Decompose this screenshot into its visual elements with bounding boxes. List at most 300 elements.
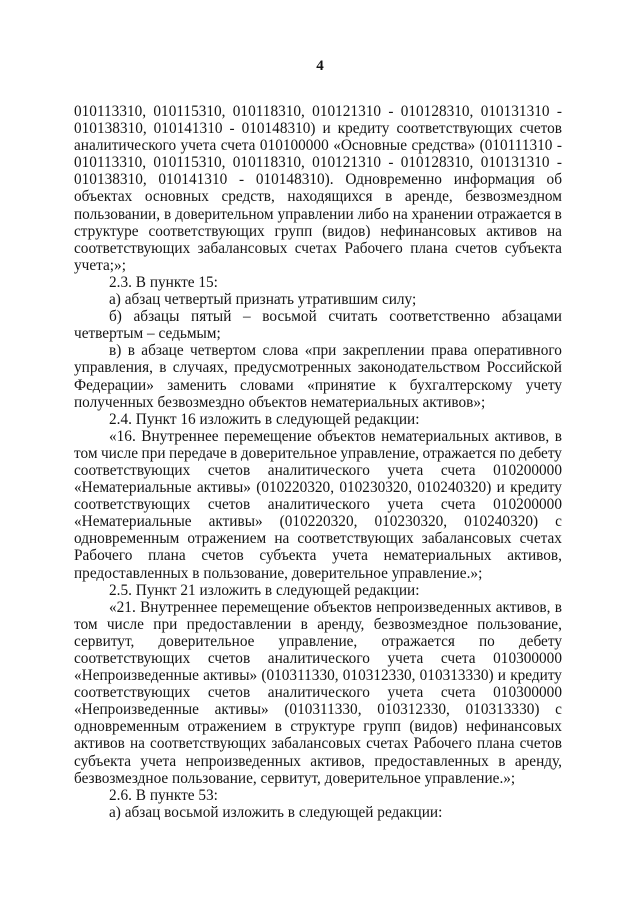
word: в (554, 427, 562, 445)
text-line (74, 240, 562, 257)
word: В (135, 273, 150, 291)
word: объектах (74, 188, 133, 206)
word: счетов (207, 684, 251, 702)
word: (видов) (322, 222, 371, 240)
word: - (238, 171, 245, 189)
word: аренду, (514, 752, 562, 770)
word: 010148310). (255, 171, 334, 189)
word: права (430, 342, 468, 360)
text-line (74, 308, 562, 325)
word: информация (453, 171, 535, 189)
word: отражается (381, 632, 455, 650)
word: забалансовых (421, 530, 512, 548)
word: активы» (214, 701, 269, 719)
text-line (74, 411, 562, 428)
word: (010220320, (279, 513, 358, 531)
text-line (74, 137, 562, 154)
word: счетов (207, 496, 251, 514)
word: счетах (294, 239, 338, 257)
word: нематериальных (383, 547, 492, 565)
word: в (385, 188, 393, 206)
word: нематериальных (310, 393, 423, 411)
word: Рабочего (74, 547, 133, 565)
text-line (74, 496, 562, 513)
word: нефинансовых (380, 222, 477, 240)
word: 010200000 (493, 496, 562, 514)
word: 010312330, (342, 667, 416, 685)
word: управление, (278, 632, 358, 650)
word: 010138310, (74, 120, 147, 138)
word: 010118310, (232, 103, 305, 120)
word: 010115310, (153, 154, 226, 172)
word: учета (387, 496, 424, 514)
text-line (74, 530, 562, 547)
word: структуре (74, 222, 139, 240)
word: 010141310 (158, 171, 228, 189)
word: плана (476, 735, 515, 753)
word: находящихся (287, 188, 373, 206)
word: Внутреннее (141, 427, 219, 445)
word: Российской (486, 359, 562, 377)
word: 010240320) (417, 479, 492, 497)
word: восьмой (262, 308, 317, 326)
word: доверительное (240, 444, 337, 462)
word: активов (486, 222, 538, 240)
word: дебету (518, 632, 562, 650)
text-line (74, 394, 562, 411)
word: признать (235, 291, 298, 309)
word: числе (100, 444, 139, 462)
word: Внутреннее (140, 598, 218, 616)
word: 21 (180, 581, 200, 599)
word: абзац (124, 803, 165, 821)
word: отражается (477, 205, 551, 223)
word: 2.4. (109, 410, 136, 428)
text-line (74, 804, 562, 821)
word: пятый (191, 308, 232, 326)
word: 2.6. (109, 786, 136, 804)
word: в (159, 359, 167, 377)
word: безвозмездном (465, 188, 562, 206)
word: управления, (74, 359, 153, 377)
word: субъекта (504, 239, 562, 257)
text-line (74, 616, 562, 633)
word: Одновременно (345, 171, 442, 189)
word: активов, (310, 752, 365, 770)
word: счета (440, 461, 476, 479)
word: счетах (519, 530, 562, 548)
word: на (274, 530, 290, 548)
word: «16. (109, 427, 136, 445)
word: кредиту (337, 120, 390, 138)
word: при (153, 615, 178, 633)
word: 2.5. (109, 581, 136, 599)
word: 16 (180, 410, 200, 428)
word: по (499, 444, 516, 462)
word: следующей (298, 803, 378, 821)
word: счета (440, 650, 476, 667)
word: абзацы (133, 308, 180, 326)
word: - (229, 120, 235, 138)
word: 010240320) (464, 513, 539, 531)
word: основных (144, 188, 209, 206)
word: 010113310, (74, 154, 147, 172)
word: (010220320, (256, 479, 335, 497)
word: законодательством (357, 359, 481, 377)
word: редакции: (377, 803, 443, 821)
word: кредиту (510, 479, 562, 497)
word: счетов (207, 461, 251, 479)
word: в (264, 581, 276, 599)
word: с (555, 513, 562, 531)
word: и (497, 667, 506, 685)
word: учета (387, 461, 424, 479)
word: 010313330) (419, 667, 494, 685)
word: том (74, 444, 98, 462)
word: изложить (199, 410, 265, 428)
word: изложить (222, 803, 288, 821)
word: заменить (167, 376, 227, 394)
word: управление.»; (391, 564, 483, 582)
text-line (74, 667, 562, 684)
word: соответствующих (74, 684, 191, 702)
word: соответствующих (74, 239, 191, 257)
word: счетов (455, 239, 498, 257)
word: Пункт (135, 581, 181, 599)
word: счета (220, 137, 256, 155)
word: б) (109, 308, 122, 326)
text-line (74, 359, 562, 376)
text-line (74, 650, 562, 667)
word: аренду, (317, 615, 365, 633)
word: отражением (187, 718, 267, 736)
word: «Основные (333, 137, 407, 155)
word: счетов (201, 547, 244, 565)
word: пункте (149, 273, 199, 291)
word: доверительное (324, 769, 425, 787)
text-line (74, 770, 562, 787)
word: безвозмездное (74, 769, 173, 787)
word: словами (239, 376, 294, 394)
text-line (74, 223, 562, 240)
text-line (74, 154, 562, 171)
word: в (230, 444, 238, 462)
word: в (554, 205, 562, 223)
word: активы» (196, 479, 251, 497)
word: слова (262, 342, 299, 360)
word: - (388, 154, 394, 172)
word: субъекта (74, 752, 132, 770)
word: сервитут, (260, 769, 325, 787)
text-line (74, 291, 562, 308)
word: «Непроизведенные (74, 667, 199, 685)
word: счетах (366, 735, 409, 753)
word: 010113310, (74, 103, 147, 120)
word: том (74, 615, 98, 633)
word: 010131310 (480, 154, 550, 172)
word: бухгалтерскому (409, 376, 513, 394)
word: управлении (277, 205, 354, 223)
word: числе (106, 615, 144, 633)
word: в (554, 598, 562, 616)
word: Рабочего (344, 239, 403, 257)
word: активов, (494, 427, 550, 445)
word: одновременным (74, 530, 180, 548)
word: «Непроизведенные (74, 701, 199, 719)
text-line (74, 257, 562, 274)
word: редакции: (354, 581, 420, 599)
word: пользование, (172, 769, 261, 787)
word: 010300000 (493, 684, 562, 702)
text-line (74, 428, 562, 445)
word: а) (109, 291, 125, 309)
word: непроизведенных (376, 598, 492, 616)
word: следующей (275, 581, 355, 599)
text-line (74, 342, 562, 359)
word: соответствующих (396, 120, 513, 138)
word: аналитического (267, 650, 370, 667)
word: безвозмездно (157, 393, 249, 411)
word: учета (387, 650, 424, 667)
word: а) (109, 803, 125, 821)
word: соответственно (389, 308, 491, 326)
word: 15: (198, 273, 218, 291)
word: учета (387, 684, 424, 702)
text-line (74, 479, 562, 496)
word: предусмотренных (234, 359, 352, 377)
text-line (74, 599, 562, 616)
word: соответствующих (74, 496, 191, 514)
word: 010200000 (493, 461, 562, 479)
word: к (388, 376, 397, 394)
word: в (163, 205, 172, 223)
word: соответствующих (297, 530, 414, 548)
word: средства» (411, 137, 476, 155)
word: «Нематериальные (74, 479, 192, 497)
word: пользование, (477, 615, 562, 633)
word: по (478, 632, 495, 650)
text-line (74, 103, 562, 120)
word: групп (274, 222, 313, 240)
word: В (135, 786, 150, 804)
word: оперативного (473, 342, 562, 360)
word: – (243, 308, 251, 326)
word: объектов (248, 393, 311, 411)
word: 010128310, (400, 103, 474, 120)
word: четвертый (164, 291, 236, 309)
word: (010311330, (261, 667, 339, 685)
word: на (392, 205, 408, 223)
word: 010313330) (465, 701, 540, 719)
text-line (74, 701, 562, 718)
word: предоставлении (186, 615, 292, 633)
word: восьмой (164, 803, 223, 821)
word: соответствующих (74, 461, 191, 479)
text-line (74, 582, 562, 599)
text-line (74, 633, 562, 650)
text-line (74, 120, 562, 137)
word: аренде, (404, 188, 453, 206)
word: 010131310 (480, 103, 550, 120)
word: кредиту (510, 667, 562, 685)
word: 010138310, (74, 171, 147, 189)
word: аналитического (74, 137, 177, 155)
text-line (74, 565, 562, 582)
word: одновременным (74, 718, 180, 736)
text-line (74, 735, 562, 752)
word: Рабочего (413, 735, 472, 753)
word: плана (148, 547, 186, 565)
document-body (74, 103, 562, 821)
word: при (141, 444, 166, 462)
text-line (74, 753, 562, 770)
word: забалансовых (197, 239, 288, 257)
word: активов, (507, 547, 562, 565)
word: (010111310 (479, 137, 553, 155)
word: утратившим (297, 291, 382, 309)
word: с (555, 701, 562, 719)
word: силу; (381, 291, 417, 309)
word: аналитического (267, 461, 370, 479)
word: в (287, 803, 299, 821)
word: хранении (411, 205, 474, 223)
word: счетов (207, 650, 251, 667)
word: седьмым; (158, 325, 221, 343)
word: средств, (221, 188, 275, 206)
word: - (556, 154, 562, 172)
word: перемещение (224, 427, 312, 445)
word: 010118310, (232, 154, 305, 172)
word: доверительное (158, 632, 255, 650)
word: доверительном (175, 205, 274, 223)
word: редакции: (354, 410, 420, 428)
word: 010300000 (493, 650, 562, 667)
word: в (127, 342, 135, 360)
word: в (498, 752, 506, 770)
word: счетов (519, 120, 562, 138)
word: нефинансовых (465, 718, 562, 736)
text-line (74, 274, 562, 291)
word: в (264, 410, 276, 428)
text-line (74, 206, 562, 223)
word: 010100000 (259, 137, 329, 155)
text-line (74, 787, 562, 804)
text-line (74, 684, 562, 701)
text-line (74, 462, 562, 479)
word: забалансовых (271, 735, 362, 753)
word: абзацами (501, 308, 562, 326)
word: в (192, 564, 204, 582)
word: плана (410, 239, 448, 257)
word: активов (74, 735, 125, 753)
word: «принятие (307, 376, 376, 394)
text-line (74, 445, 562, 462)
word: в (274, 718, 282, 736)
text-line (74, 547, 562, 564)
word: счета (440, 684, 476, 702)
word: безвозмездное (373, 615, 468, 633)
word: учета (180, 137, 217, 155)
word: дебету (518, 444, 562, 462)
word: Федерации» (74, 376, 154, 394)
page-number: 4 (316, 58, 324, 74)
word: «21. (109, 598, 136, 616)
word: соответствующих (148, 222, 265, 240)
word: - (556, 137, 562, 155)
word: пользование, (203, 564, 292, 582)
word: на (129, 735, 145, 753)
word: в) (109, 342, 122, 360)
word: непроизведенных (185, 752, 301, 770)
word: объектов (313, 598, 372, 616)
text-line (74, 718, 562, 735)
word: 010312330, (377, 701, 450, 719)
word: следующей (275, 410, 355, 428)
word: либо (357, 205, 389, 223)
word: аналитического (267, 496, 370, 514)
word: 2.3. (109, 273, 136, 291)
word: передаче (169, 444, 227, 462)
word: - (388, 103, 394, 120)
word: управление, (340, 444, 420, 462)
word: предоставленных (374, 752, 489, 770)
word: активов»; (422, 393, 486, 411)
word: четвертым (74, 325, 148, 343)
word: доверительное (291, 564, 392, 582)
word: нематериальных (381, 427, 489, 445)
word: учета (332, 547, 368, 565)
word: – (147, 325, 159, 343)
word: считать (328, 308, 378, 326)
word: перемещение (221, 598, 310, 616)
word: соответствующих (74, 650, 191, 667)
word: субъекта (259, 547, 317, 565)
word: сервитут, (74, 632, 135, 650)
word: объектов (317, 427, 376, 445)
word: полученных (74, 393, 158, 411)
word: - (556, 103, 562, 120)
word: активы» (208, 513, 263, 531)
word: в (300, 615, 308, 633)
word: 010141310 (153, 120, 223, 138)
word: на (546, 222, 562, 240)
word: 010148310) (241, 120, 316, 138)
word: активы» (203, 667, 258, 685)
word: 010230320, (339, 479, 413, 497)
word: изложить (199, 581, 265, 599)
word: и (322, 120, 331, 138)
text-line (74, 377, 562, 394)
word: счетов (519, 735, 562, 753)
text-line (74, 513, 562, 530)
text-line (74, 188, 562, 205)
word: управление.»; (424, 769, 516, 787)
word: групп (363, 718, 401, 736)
word: учета (140, 752, 177, 770)
word: (видов) (409, 718, 458, 736)
text-line (74, 325, 562, 342)
word: 53: (198, 786, 218, 804)
word: активов, (495, 598, 551, 616)
word: абзац (124, 291, 165, 309)
word: (010311330, (284, 701, 362, 719)
word: 010115310, (153, 103, 226, 120)
word: и (496, 479, 505, 497)
word: 010230320, (374, 513, 448, 531)
word: пользовании, (74, 205, 161, 223)
word: структуре (290, 718, 355, 736)
word: пункте (149, 786, 199, 804)
